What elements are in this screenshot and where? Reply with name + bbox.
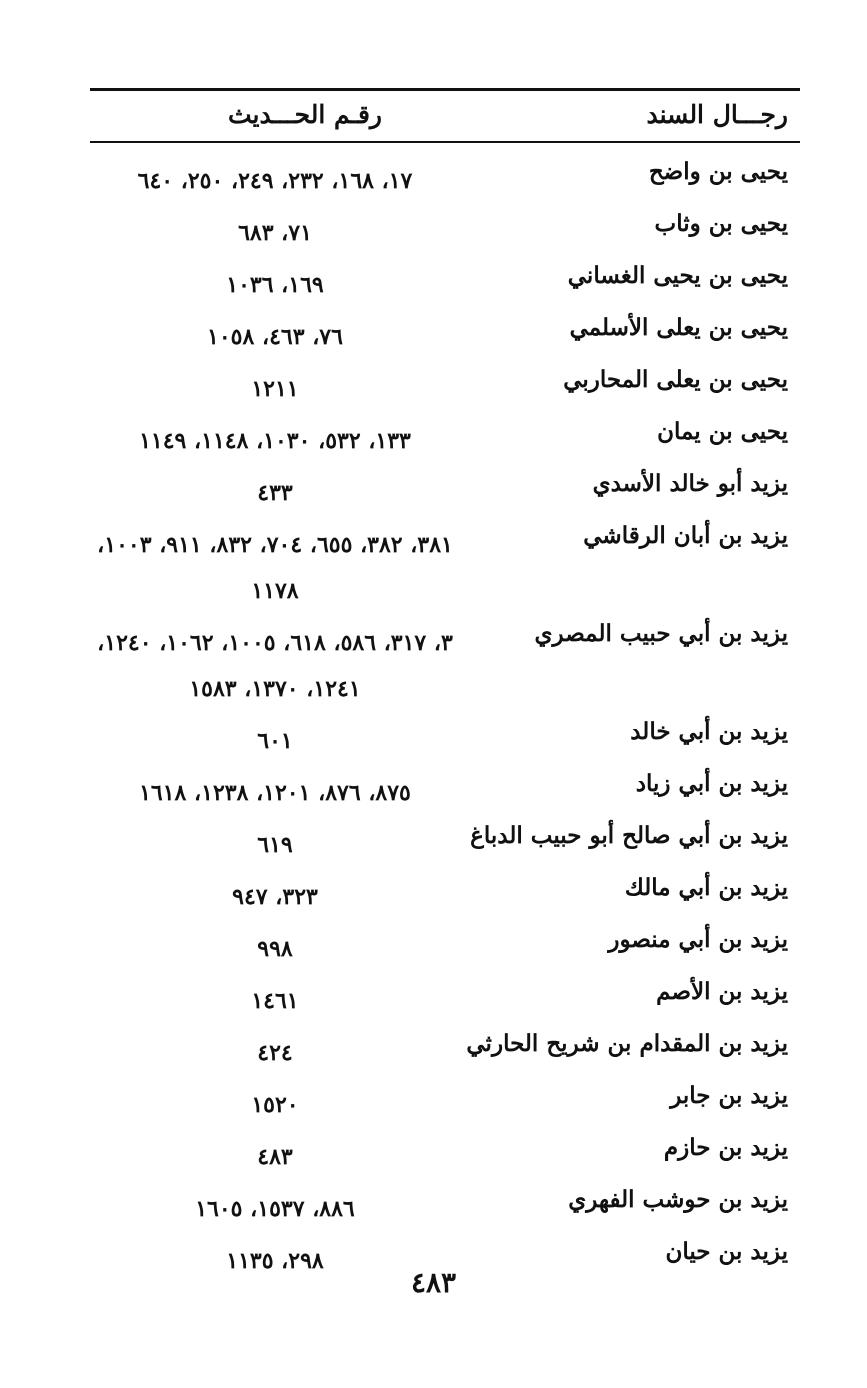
narrator-name: يزيد بن جابر <box>670 1082 788 1109</box>
hadith-numbers: ١٥٢٠ <box>251 1092 299 1118</box>
narrator-name: يزيد بن حيان <box>665 1238 788 1265</box>
narrator-name: يحيى بن وثاب <box>654 210 788 237</box>
narrator-name: يحيى بن يعلى المحاربي <box>563 366 788 393</box>
narrators-column-header: رجـــال السند <box>646 100 788 129</box>
narrator-name: يزيد بن أبي منصور <box>608 926 788 953</box>
table-row <box>90 710 800 762</box>
narrator-name: يزيد بن حوشب الفهري <box>568 1186 788 1213</box>
narrator-name: يزيد بن أبي مالك <box>624 874 788 901</box>
table-row <box>90 762 800 814</box>
table-row <box>90 814 800 866</box>
hadith-numbers: ٤٨٣ <box>257 1144 293 1170</box>
hadith-numbers: ٧٦، ٤٦٣، ١٠٥٨ <box>207 324 343 350</box>
table-row <box>90 866 800 918</box>
table-row <box>90 1022 800 1074</box>
table-row <box>90 1074 800 1126</box>
narrator-name: يزيد بن أبي حبيب المصري <box>534 620 788 647</box>
hadith-numbers: ٦٠١ <box>257 728 293 754</box>
hadith-number-column-header: رقـم الحـــديث <box>228 100 382 129</box>
index-table <box>90 150 800 1282</box>
hadith-numbers: ٤٣٣ <box>257 480 293 506</box>
table-row <box>90 410 800 462</box>
narrator-name: يزيد بن أبي زياد <box>635 770 788 797</box>
hadith-numbers: ٣٢٣، ٩٤٧ <box>232 884 318 910</box>
hadith-numbers: ٢٩٨، ١١٣٥ <box>226 1248 324 1274</box>
hadith-numbers: ٤٢٤ <box>257 1040 293 1066</box>
hadith-numbers: ١٣٣، ٥٣٢، ١٠٣٠، ١١٤٨، ١١٤٩ <box>139 428 411 454</box>
narrator-name: يزيد بن حازم <box>663 1134 788 1161</box>
hadith-numbers: ٦١٩ <box>257 832 293 858</box>
table-header <box>90 96 800 136</box>
narrator-name: يحيى بن يمان <box>657 418 788 445</box>
header-rule <box>90 141 800 143</box>
narrator-name: يزيد بن أبي صالح أبو حبيب الدباغ <box>470 822 788 849</box>
hadith-numbers: ٩٩٨ <box>257 936 293 962</box>
hadith-numbers: ٧١، ٦٨٣ <box>238 220 312 246</box>
table-row <box>90 612 800 710</box>
table-row <box>90 202 800 254</box>
table-row <box>90 970 800 1022</box>
page-number: ٤٨٣ <box>410 1266 457 1299</box>
narrator-name: يحيى بن يعلى الأسلمي <box>569 314 788 341</box>
hadith-numbers: ١٦٩، ١٠٣٦ <box>226 272 324 298</box>
hadith-numbers: ٨٨٦، ١٥٣٧، ١٦٠٥ <box>195 1196 355 1222</box>
table-row <box>90 306 800 358</box>
narrator-name: يزيد بن أبان الرقاشي <box>583 522 788 549</box>
top-rule <box>90 88 800 91</box>
table-row <box>90 150 800 202</box>
narrator-name: يزيد أبو خالد الأسدي <box>592 470 788 497</box>
table-row <box>90 254 800 306</box>
table-row <box>90 358 800 410</box>
narrator-name: يحيى بن يحيى الغساني <box>567 262 788 289</box>
hadith-numbers: ١٤٦١ <box>251 988 299 1014</box>
narrator-name: يحيى بن واضح <box>648 158 788 185</box>
table-row <box>90 1178 800 1230</box>
hadith-numbers: ٣، ٣١٧، ٥٨٦، ٦١٨، ١٠٠٥، ١٠٦٢، ١٢٤٠، ١٢٤١، ١٣٧٠، ١٥٨٣ <box>97 630 453 702</box>
table-row <box>90 514 800 612</box>
hadith-numbers: ٣٨١، ٣٨٢، ٦٥٥، ٧٠٤، ٨٣٢، ٩١١، ١٠٠٣، ١١٧٨ <box>97 532 453 604</box>
table-row <box>90 1126 800 1178</box>
hadith-numbers: ١٧، ١٦٨، ٢٣٢، ٢٤٩، ٢٥٠، ٦٤٠ <box>137 168 413 194</box>
hadith-numbers: ٨٧٥، ٨٧٦، ١٢٠١، ١٢٣٨، ١٦١٨ <box>139 780 411 806</box>
narrator-name: يزيد بن المقدام بن شريح الحارثي <box>466 1030 788 1057</box>
table-row <box>90 918 800 970</box>
narrator-name: يزيد بن أبي خالد <box>630 718 788 745</box>
table-row <box>90 462 800 514</box>
hadith-numbers: ١٢١١ <box>251 376 299 402</box>
narrator-name: يزيد بن الأصم <box>656 978 788 1005</box>
